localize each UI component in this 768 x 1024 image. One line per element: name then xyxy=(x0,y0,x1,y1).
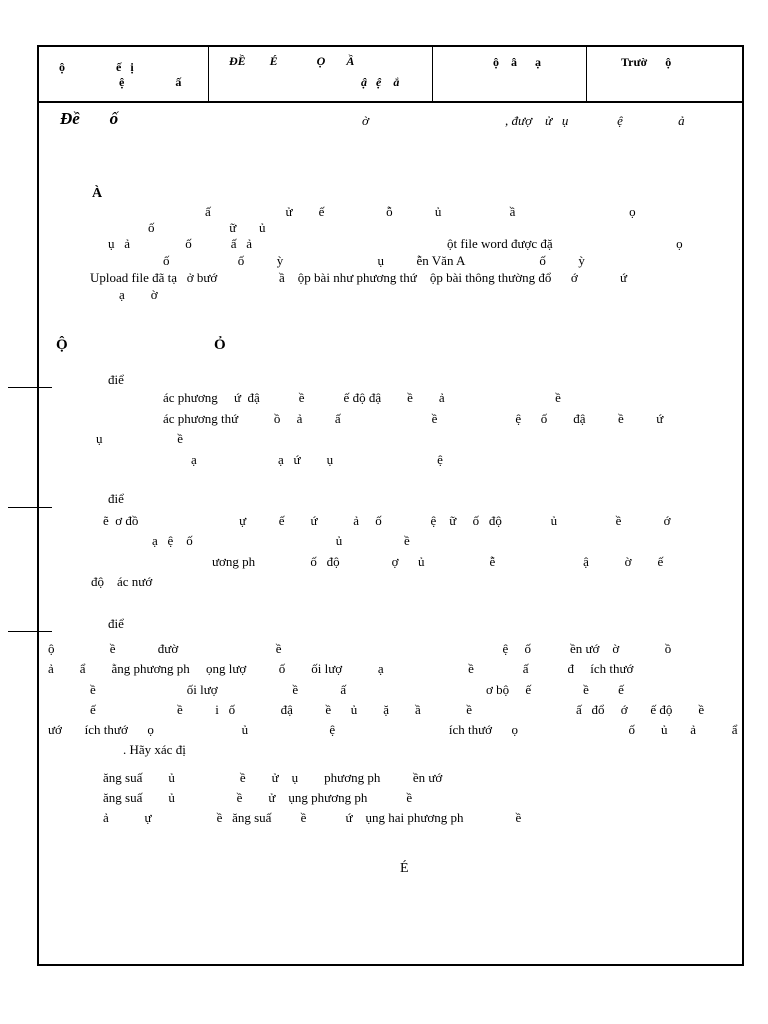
q3-line-5: ướ ích thướ ọ ủ ệ ích thướ ọ ố ủ ả ẩ xyxy=(48,722,738,737)
q1-blank-line xyxy=(8,386,52,388)
section-a-line-5: Upload file đã tạ ở bướ ầ ộp bài như phương thứ ộp bài thông thường đổ ớ ứ xyxy=(90,270,628,285)
q3-answer-a: ăng suấ ủ ề ử ụ phương ph ền ướ xyxy=(103,770,443,785)
end-mark: É xyxy=(400,861,409,876)
q2-line-1: ẽ ơ đồ ự ế ứ ả ố ệ ữ ố độ ủ ề ớ xyxy=(103,513,671,528)
q3-blank-line xyxy=(8,630,52,632)
section-a-line-2: ố ữ ủ xyxy=(148,220,266,235)
q2-line-3: ương ph ố độ ợ ủ ễ ậ ờ ế xyxy=(212,554,664,569)
exam-header-table xyxy=(39,47,742,103)
q1-line-3: ụ ề xyxy=(96,431,184,446)
q1-line-1: ác phương ứ đậ ề ế độ đậ ề ả ề xyxy=(163,390,561,405)
header-cell-exam-title xyxy=(209,47,433,101)
exam-code-title: Đề ố xyxy=(60,109,119,128)
q3-line-4: ế ề i ố đậ ề ủ ặ ầ ề ấ đổ ớ ế độ ề xyxy=(90,702,705,717)
q3-line-6: . Hãy xác đị xyxy=(123,742,186,757)
q3-line-3: ề ối lượ ề ấ ơ bộ ế ề ế xyxy=(90,682,624,697)
q2-line-4: độ ác nướ xyxy=(91,574,153,589)
section-a-line-1: ấ ử ế ỗ ủ ầ ọ xyxy=(205,204,636,219)
header-exam-title-line2: ậ ệ ắ xyxy=(361,75,400,89)
q2-blank-line xyxy=(8,506,52,508)
exam-frame xyxy=(37,45,744,966)
header-cell-school xyxy=(587,47,744,101)
q1-line-2: ác phương thứ ồ ả ấ ề ệ ố đậ ề ứ xyxy=(163,411,664,426)
header-course-text: ộ â ạ xyxy=(493,55,541,69)
q3-points-label: điể xyxy=(108,616,124,631)
section-b-heading-left: Ộ xyxy=(56,337,68,353)
section-b-heading-right: Ỏ xyxy=(214,337,226,353)
header-department-line1: ộ ế ị xyxy=(59,60,134,74)
exam-time-note: ờ xyxy=(362,113,369,128)
q3-answer-c: ả ự ề ăng suấ ề ứ ụng hai phương ph ề xyxy=(103,810,522,825)
q3-line-1: ộ ề đườ ề ệ ố ền ướ ờ ồ xyxy=(48,641,672,656)
section-a-line-3: ụ ả ố ấ ả ột file word được đặ ọ xyxy=(108,236,683,251)
q3-answer-b: ăng suấ ủ ề ử ụng phương ph ề xyxy=(103,790,413,805)
header-cell-department xyxy=(39,47,209,101)
q1-line-4: ạ ạ ứ ụ ệ xyxy=(191,452,443,467)
header-cell-course xyxy=(433,47,587,101)
header-department-line2: ệ ấ xyxy=(119,75,182,89)
q1-points-label: điể xyxy=(108,372,124,387)
q3-line-2: ả ẩ ằng phương ph ọng lượ ố ối lượ ạ ề ấ đ ích thướ xyxy=(48,661,634,676)
q2-points-label: điể xyxy=(108,491,124,506)
section-a-line-4: ố ố ỳ ụ ễn Văn A ố ỳ xyxy=(163,253,585,268)
header-exam-title-line1: ĐỀ É Ọ Ầ xyxy=(229,54,355,68)
section-a-heading: À xyxy=(92,186,103,201)
section-a-line-6: ạ ờ xyxy=(119,287,158,302)
header-school-text: Trườ ộ xyxy=(621,55,672,69)
q2-line-2: ạ ệ ố ủ ề xyxy=(152,533,410,548)
exam-usage-note: , đượ ử ụ ệ ả xyxy=(505,113,685,128)
